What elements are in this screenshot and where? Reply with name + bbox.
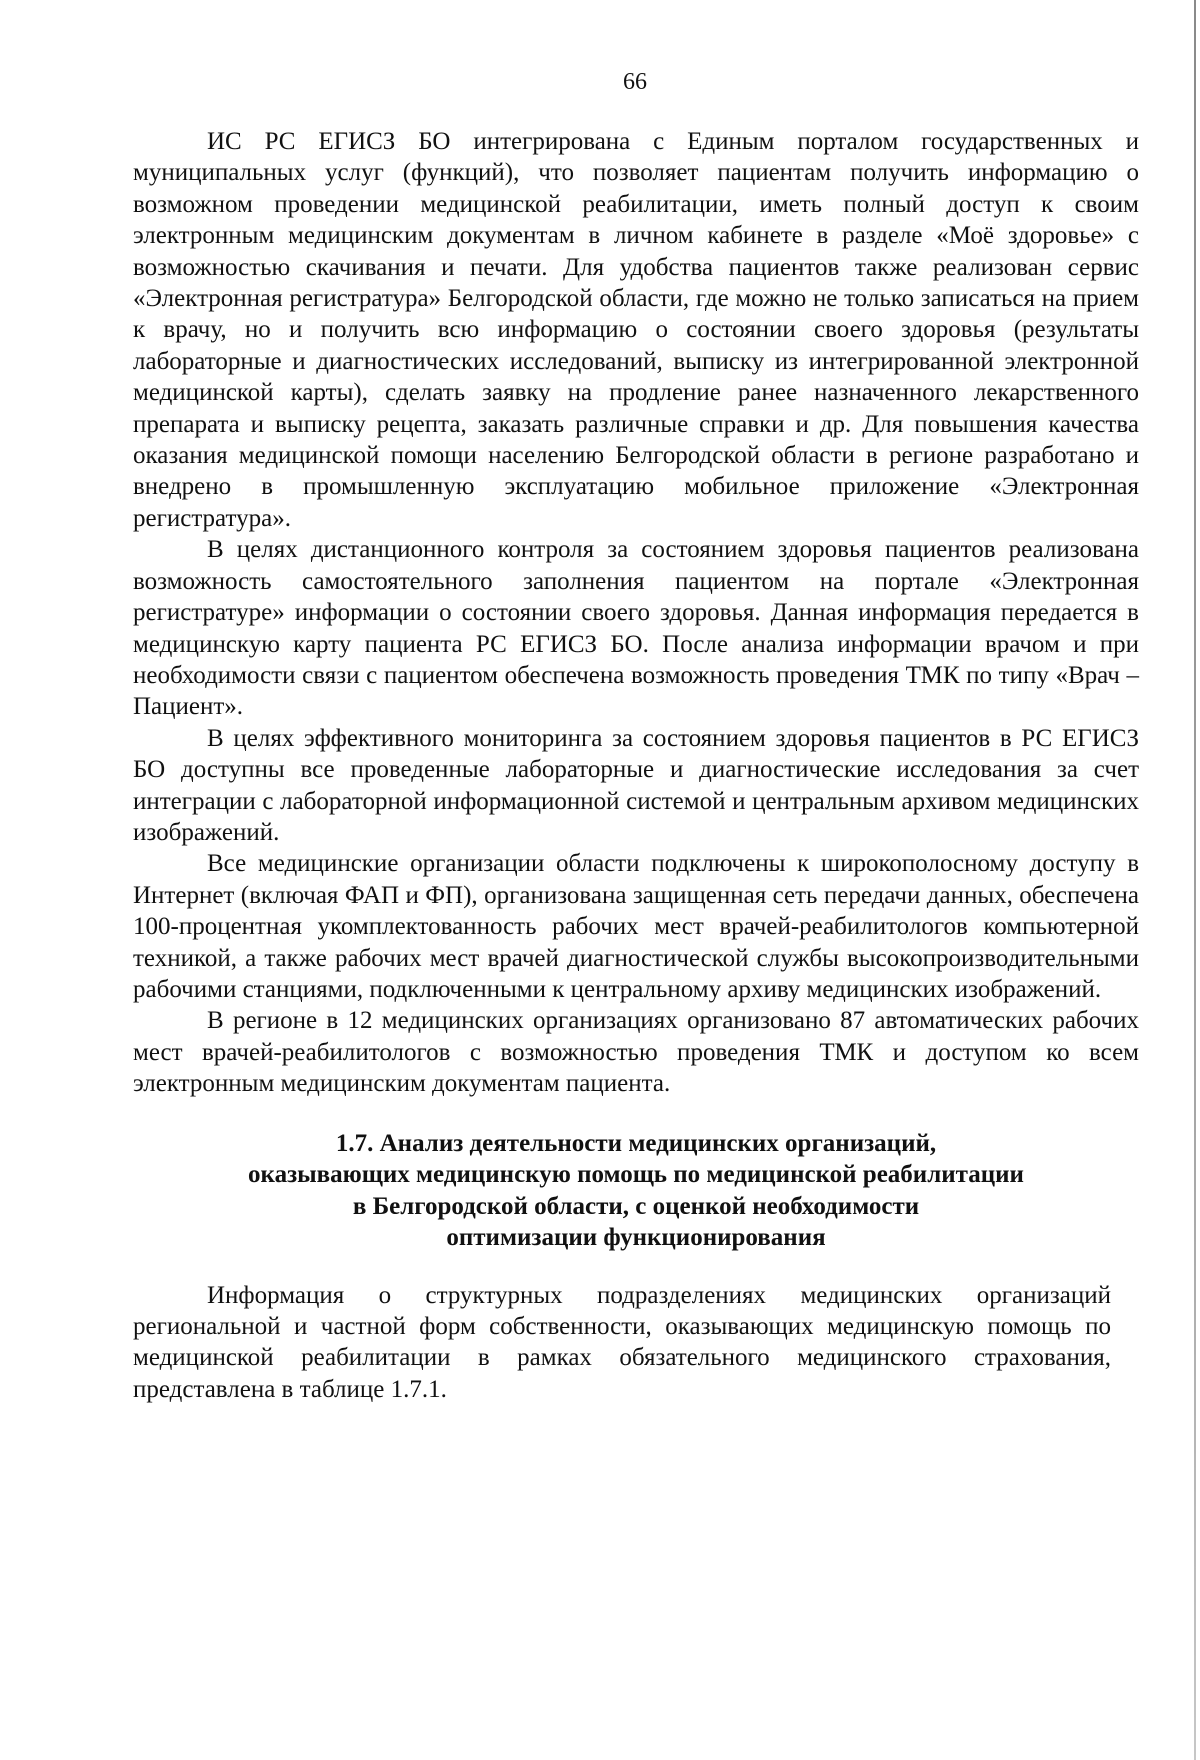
paragraph-2: В целях дистанционного контроля за состоянием здоровья пациентов реализована возможность самостоятельного заполнения пациентом на портале «Электронная регистратуре» информации о состоянии своего здоровья. Данная информация передается в медицинскую карту пациента РС ЕГИСЗ БО. После анализа информации врачом и при необходимости связи с пациентом обеспечена возможность проведения ТМК по типу «Врач – Пациент». xyxy=(133,536,1139,721)
paragraph-4: Все медицинские организации области подключены к широкополосному доступу в Интернет (включая ФАП и ФП), организована защищенная сеть передачи данных, обеспечена 100-процентная укомплектованность рабочих мест врачей-реабилитологов компьютерной техникой, а также рабочих мест врачей диагностической службы высокопроизводительными рабочими станциями, подключенными к центральному архиву медицинских изображений. xyxy=(133,850,1139,1003)
section-heading-line: в Белгородской области, с оценкой необходимости xyxy=(352,1192,920,1220)
section-heading-line: 1.7. Анализ деятельности медицинских организаций, xyxy=(335,1129,937,1157)
paragraph-5: В регионе в 12 медицинских организациях организовано 87 автоматических рабочих мест врачей-реабилитологов с возможностью проведения ТМК и доступом ко всем электронным медицинским документам пациента. xyxy=(133,1007,1139,1098)
page-number: 66 xyxy=(623,69,647,95)
scan-edge xyxy=(1194,0,1196,1760)
document-body xyxy=(133,126,1139,1405)
paragraph-1: ИС РС ЕГИСЗ БО интегрирована с Единым порталом государственных и муниципальных услуг (функций), что позволяет пациентам получить информацию о возможном проведении медицинской реабилитации, иметь полный доступ к своим электронным медицинским документам в личном кабинете в разделе «Моё здоровье» с возможностью скачивания и печати. Для удобства пациентов также реализован сервис «Электронная регистратура» Белгородской области, где можно не только записаться на прием к врачу, но и получить всю информацию о состоянии своего здоровья (результаты лабораторные и диагностических исследований, выписку из интегрированной электронной медицинской карты), сделать заявку на продление ранее назначенного лекарственного препарата и выписку рецепта, заказать различные справки и др. Для повышения качества оказания медицинской помощи населению Белгородской области в регионе разработано и внедрено в промышленную эксплуатацию мобильное приложение «Электронная регистратура». xyxy=(133,128,1139,532)
paragraph-3: В целях эффективного мониторинга за состоянием здоровья пациентов в РС ЕГИСЗ БО доступны все проведенные лабораторные и диагностические исследования за счет интеграции с лабораторной информационной системой и центральным архивом медицинских изображений. xyxy=(133,724,1139,846)
section-heading-line: оказывающих медицинскую помощь по медицинской реабилитации xyxy=(248,1161,1024,1189)
section-heading xyxy=(133,1128,1139,1254)
closing-paragraph: Информация о структурных подразделениях медицинских организаций региональной и частной форм собственности, оказывающих медицинскую помощь по медицинской реабилитации в рамках обязательного медицинского страхования, представлена в таблице 1.7.1. xyxy=(133,1281,1111,1403)
section-heading-line: оптимизации функционирования xyxy=(446,1224,826,1252)
